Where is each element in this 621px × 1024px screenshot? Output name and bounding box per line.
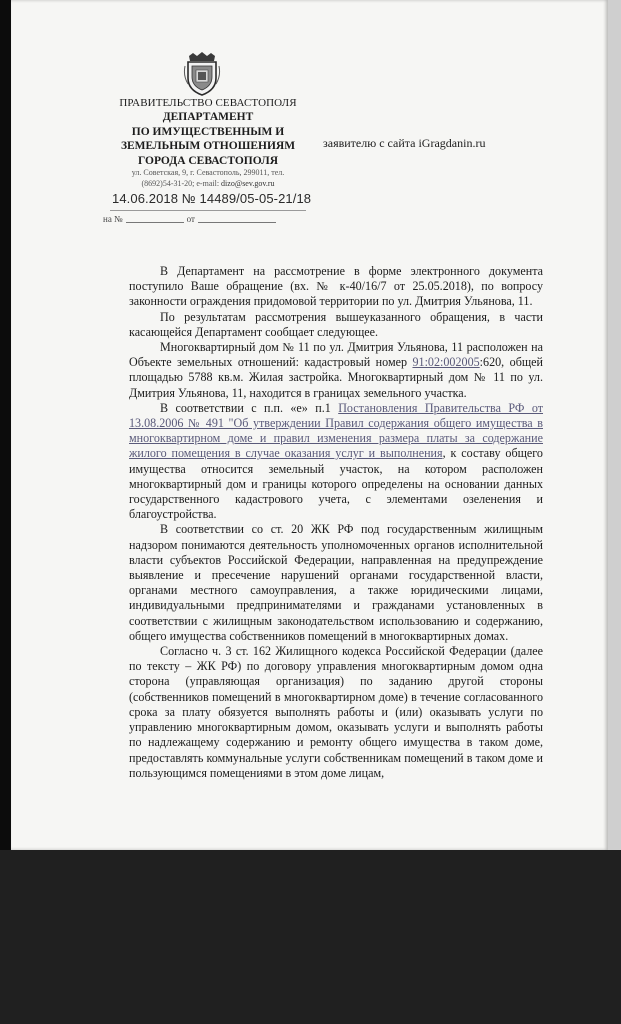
registration-underline [110, 210, 306, 211]
paragraph [129, 401, 543, 523]
address-line [103, 178, 313, 189]
recipient: заявителю с сайта iGragdanin.ru [323, 136, 486, 150]
scan-right-edge [608, 0, 621, 850]
decree-link[interactable]: Постановления Правительства РФ от 13.08.2006 № 491 "Об утверждении Правил содержания общего имущества в многоквартирном доме и правил изменения размера платы за содержание жилого помещения в случае оказания услуг и выполнения [129, 400, 544, 461]
department-line: ПО ИМУЩЕСТВЕННЫМ И [131, 125, 285, 138]
address-phone: (8692)54-31-20; e-mail: [141, 179, 222, 188]
paragraph: В Департамент на рассмотрение в форме электронного документа поступило Ваше обращение (вх. № к-40/16/7 от 25.05.2018), по вопросу законности ограждения придомовой территории по ул. Дмитрия Ульянова, 11. [129, 264, 543, 309]
department-address [103, 167, 313, 189]
paragraph: Согласно ч. 3 ст. 162 Жилищного кодекса Российской Федерации (далее по тексту – ЖК РФ) по договору управления многоквартирным домом одна сторона (управляющая организация) по заданию другой стороны (собственников помещений в многоквартирном доме) в течение согласованного срока за плату обязуется выполнять работы и (или) оказывать услуги по управлению многоквартирным домом, оказывать услуги и выполнять работы по надлежащему содержанию и ремонту общего имущества в таком доме, предоставлять коммунальные услуги собственникам помещений в таком доме и пользующимся помещениями в этом доме лицам, [129, 644, 543, 780]
department-name [103, 110, 313, 168]
reference-date-label: от [186, 214, 195, 224]
paragraph [129, 340, 543, 401]
scan-bottom-area [0, 850, 621, 1024]
paragraph-text: , к составу общего имущества относится земельный участок, на котором расположен многоквартирный дом и границы которого определены на основании данных государственного кадастрового учета, с элементами озеленения и благоустройства. [129, 446, 543, 522]
paragraph: По результатам рассмотрения вышеуказанного обращения, в части касающейся Департамент сообщает следующее. [129, 309, 543, 339]
coat-of-arms-icon [183, 52, 221, 96]
paragraph-text: :620, общей площадью 5788 кв.м. Жилая застройка. Многоквартирный дом № 11 по ул. Дмитрия Ульянова, 11, находится в границах земельного участка. [129, 355, 543, 400]
registration-number: 14.06.2018 № 14489/05-05-21/18 [112, 191, 312, 206]
department-line: ДЕПАРТАМЕНТ [162, 111, 254, 123]
paragraph: В соответствии со ст. 20 ЖК РФ под государственным жилищным надзором понимаются деятельность уполномоченных органов исполнительной власти субъектов Российской Федерации, направленная на предупреждение выявление и пресечение нарушений органами государственной власти, органами местного самоуправления, а также юридическими лицами, индивидуальными предпринимателями и гражданами установленных в соответствии с жилищным законодательством использованию и содержанию, общего имущества собственников помещений в многоквартирных домах. [129, 522, 543, 643]
paragraph-text: В соответствии с п.п. «е» п.1 [160, 400, 339, 415]
reference-date-blank [198, 222, 276, 223]
reference-row [103, 214, 279, 224]
reference-number-blank [126, 222, 184, 223]
reference-number-label: на № [103, 214, 123, 224]
department-line: ГОРОДА СЕВАСТОПОЛЯ [137, 154, 278, 167]
paragraph-text: Многоквартирный дом № 11 по ул. Дмитрия Ульянова, 11 расположен на Объекте земельных отношений: кадастровый номер [129, 340, 543, 370]
government-title: ПРАВИТЕЛЬСТВО СЕВАСТОПОЛЯ [119, 97, 297, 109]
address-line: ул. Советская, 9, г. Севастополь, 299011, тел. [131, 168, 285, 177]
letter-body [129, 264, 543, 781]
department-line: ЗЕМЕЛЬНЫМ ОТНОШЕНИЯМ [120, 140, 296, 152]
email-address: dizo@sev.gov.ru [221, 179, 275, 188]
cadastral-number-link[interactable]: 91:02:002005 [412, 355, 480, 370]
document-page [11, 0, 608, 850]
